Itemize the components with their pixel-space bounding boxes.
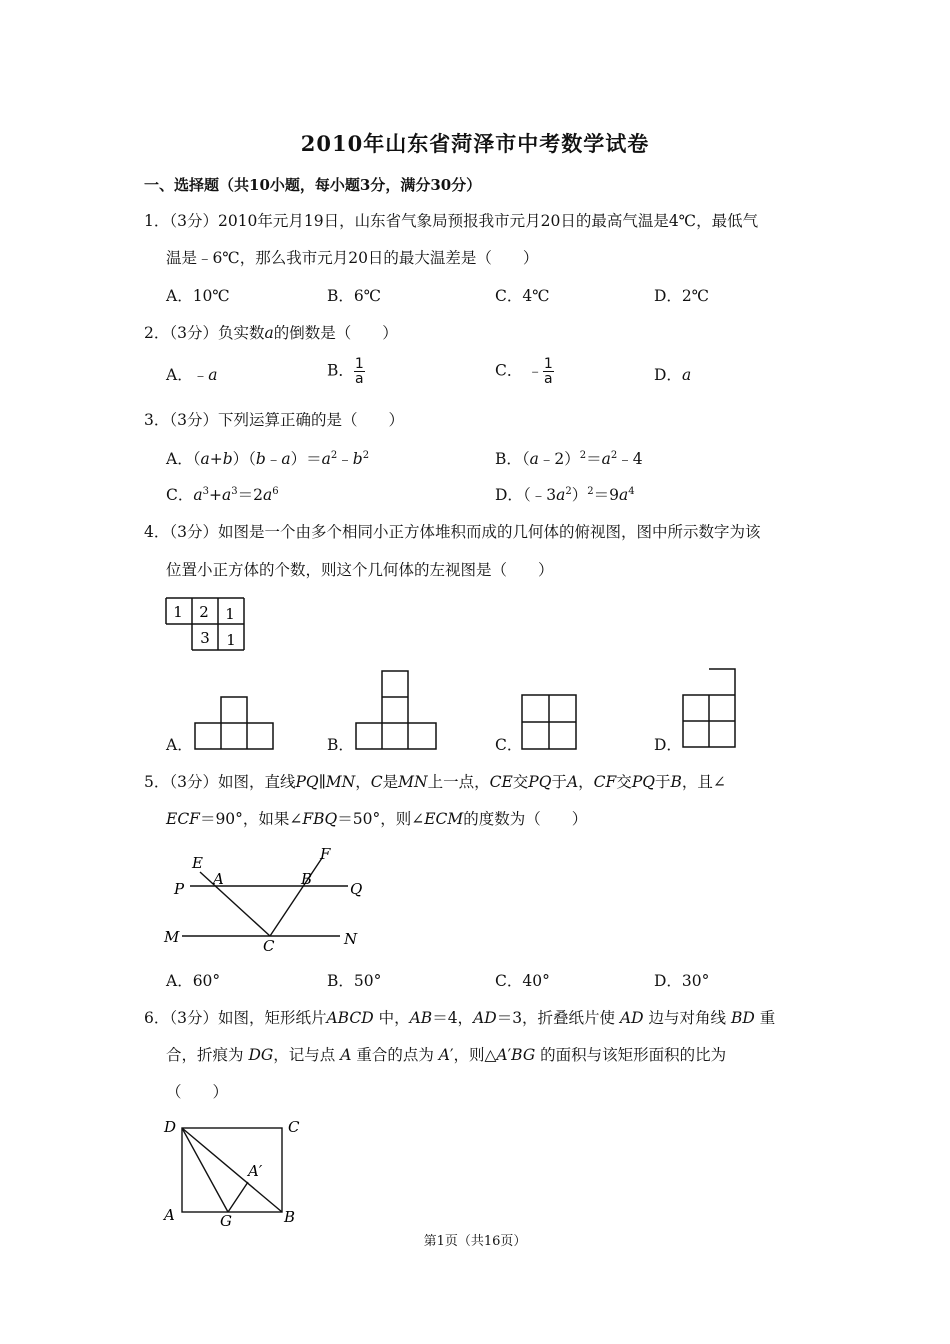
- section-heading: 一、选择题（共10小题，每小题3分，满分30分）: [144, 176, 482, 194]
- label-b6: B: [284, 1208, 296, 1226]
- q2-a-label: A．: [166, 366, 193, 384]
- q5-qie: ，且∠: [681, 773, 726, 791]
- q5-comma: ，: [355, 773, 371, 791]
- q4-option-a-figure: [192, 694, 278, 754]
- q5-yu: 于: [551, 773, 567, 791]
- q2-stem-text: 2．（3分）负实数: [144, 324, 265, 342]
- q3-option-c: C．$a^3+a^3=2a^6$: [166, 485, 279, 504]
- q5-seg1: 上一点，: [427, 773, 490, 791]
- q5-option-b: B．50°: [327, 972, 382, 990]
- q5-ce: CE: [489, 773, 513, 791]
- q5-mn: MN: [325, 773, 356, 791]
- q3-a-label: A．: [166, 450, 193, 468]
- q1-option-d: D．2℃: [654, 287, 710, 305]
- q5-fbq: FBQ: [302, 810, 338, 828]
- q2-d-label: D．: [654, 366, 682, 384]
- q2-stem: [144, 323, 398, 343]
- q2-option-b: [327, 357, 365, 386]
- q5-line1: [144, 772, 726, 792]
- q5-end: 的度数为（ ）: [463, 810, 588, 828]
- q1-line2: 温是﹣6℃，那么我市元月20日的最大温差是（ ）: [166, 249, 539, 267]
- q2-option-c: [495, 357, 554, 386]
- grid-cell-5: 1: [226, 631, 236, 649]
- q5-eq50: ＝50°，则∠: [337, 810, 425, 828]
- q4-option-c-label: C．: [495, 736, 523, 754]
- q2-stem-end: 的倒数是（ ）: [273, 324, 398, 342]
- q6-line2: 合，折痕为 DG，记与点 A 重合的点为 A′，则△A′BG 的面积与该矩形面积的比为: [166, 1046, 727, 1064]
- grid-cell-3: 1: [225, 605, 235, 623]
- q4-line1: 4．（3分）如图是一个由多个相同小正方体堆积而成的几何体的俯视图，图中所示数字为该: [144, 523, 761, 541]
- label-f: F: [320, 845, 331, 863]
- q2-b-fraction: [354, 357, 365, 386]
- q5-pq2: PQ: [528, 773, 552, 791]
- q4-line2: 位置小正方体的个数，则这个几何体的左视图是（ ）: [166, 561, 554, 579]
- q2-c-den: a: [543, 371, 553, 387]
- grid-cell-4: 3: [200, 629, 210, 647]
- label-a: A: [213, 870, 224, 888]
- q3-stem: 3．（3分）下列运算正确的是（ ）: [144, 411, 404, 429]
- label-n: N: [344, 930, 358, 948]
- q2-d-var: a: [681, 366, 692, 384]
- q1-option-a: A．10℃: [166, 287, 230, 305]
- q2-c-minus: ﹣: [527, 361, 543, 380]
- q2-c-num: 1: [543, 356, 553, 372]
- q3-d-label: D．: [495, 486, 523, 504]
- q5-option-d: D．30°: [654, 972, 710, 990]
- q2-b-label: B．: [327, 361, 354, 380]
- q5-ecm: ECM: [424, 810, 464, 828]
- q5-pq: PQ: [295, 773, 319, 791]
- q1-option-b: B．6℃: [327, 287, 382, 305]
- label-d: D: [164, 1118, 177, 1136]
- q2-var: a: [264, 324, 274, 342]
- label-a-prime: A′: [248, 1162, 263, 1180]
- q4-option-c-figure: [519, 692, 581, 754]
- q2-c-label: C．: [495, 361, 523, 380]
- q4-option-d-label: D．: [654, 736, 682, 754]
- q1-line1: 1．（3分）2010年元月19日，山东省气象局预报我市元月20日的最高气温是4℃，最低气: [144, 212, 759, 230]
- q3-c-label: C．: [166, 486, 194, 504]
- label-p: P: [174, 880, 185, 898]
- q3-b-label: B．: [495, 450, 522, 468]
- label-c6: C: [288, 1118, 300, 1136]
- q2-c-fraction: [543, 357, 554, 386]
- q5-ecf: ECF: [166, 810, 200, 828]
- q6-line1-pre: 6．（3分）如图，矩形纸片: [144, 1009, 327, 1027]
- q6-line1: 6．（3分）如图，矩形纸片ABCD 中，AB＝4，AD＝3，折叠纸片使 AD 边与对角线 BD 重: [144, 1009, 776, 1027]
- label-e: E: [192, 854, 203, 872]
- label-c: C: [263, 937, 275, 954]
- q5-par: ∥: [318, 773, 326, 791]
- q4-option-a-label: A．: [166, 736, 193, 754]
- label-b: B: [301, 870, 313, 888]
- q2-b-num: 1: [354, 356, 364, 372]
- q5-is: 是: [382, 773, 399, 791]
- q5-line2: [166, 809, 587, 829]
- q5-figure: [160, 842, 370, 954]
- q3-option-b: B．$(a﹣2)^2=a^2﹣4$: [495, 449, 643, 468]
- q5-option-a: A．60°: [166, 972, 221, 990]
- label-m: M: [164, 928, 180, 946]
- q2-option-d: [654, 365, 691, 385]
- q3-option-d: D．$(﹣3a^2)^2=9a^4$: [495, 485, 635, 504]
- q4-option-b-figure: [352, 668, 440, 754]
- grid-cell-2: 2: [199, 603, 209, 621]
- q1-option-c: C．4℃: [495, 287, 550, 305]
- page-footer: 第1页（共16页）: [423, 1234, 527, 1249]
- q5-eq90: ＝90°，如果∠: [199, 810, 303, 828]
- q2-option-a: [166, 365, 217, 385]
- q5-pq3: PQ: [631, 773, 655, 791]
- q2-b-den: a: [355, 371, 364, 387]
- q5-comma2: ，: [578, 773, 594, 791]
- q5-c: C: [370, 773, 383, 791]
- label-g: G: [220, 1212, 232, 1230]
- q4-option-d-figure: [680, 666, 740, 754]
- page-title: 2010年山东省菏泽市中考数学试卷: [300, 131, 650, 156]
- q5-a: A: [566, 773, 579, 791]
- q5-yu2: 于: [654, 773, 671, 791]
- q6-line3: （ ）: [166, 1083, 229, 1101]
- q5-num: 5．（3分）如图，直线: [144, 773, 296, 791]
- q5-b: B: [670, 773, 682, 791]
- q4-option-b-label: B．: [327, 736, 354, 754]
- q2-a-var: a: [208, 366, 218, 384]
- q6-figure: [160, 1114, 310, 1230]
- q5-mn2: MN: [398, 773, 428, 791]
- q2-a-minus: ﹣: [192, 366, 209, 384]
- q4-top-view-grid: [160, 592, 255, 658]
- q3-option-a: A．$(a+b)(b﹣a)=a^2﹣b^2$: [166, 449, 370, 468]
- label-a6: A: [164, 1206, 175, 1224]
- label-q: Q: [350, 880, 363, 898]
- q5-cf: CF: [593, 773, 617, 791]
- grid-cell-1: 1: [173, 603, 183, 621]
- q5-jiao2: 交: [616, 773, 632, 791]
- q5-jiao: 交: [512, 773, 529, 791]
- q5-option-c: C．40°: [495, 972, 550, 990]
